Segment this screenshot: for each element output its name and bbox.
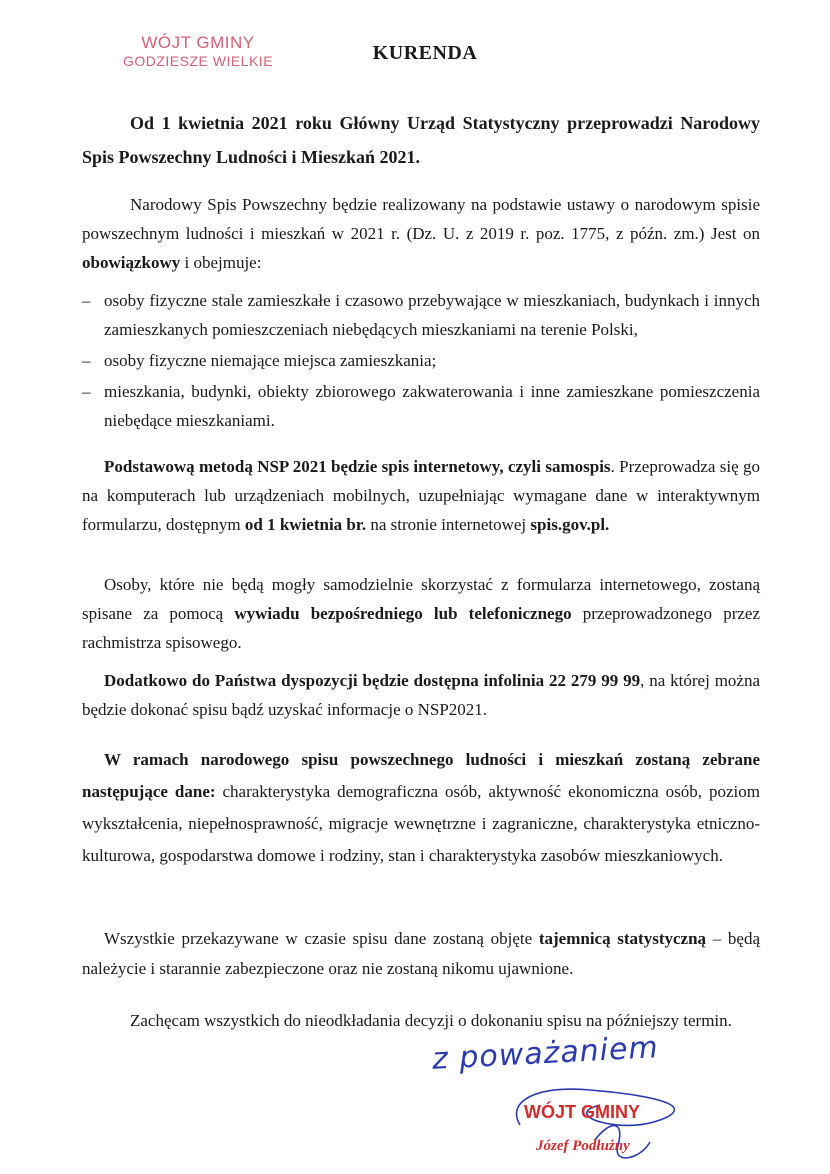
- paragraph-interview: [82, 570, 760, 657]
- document-title: KURENDA: [372, 42, 478, 64]
- signature-stamp: [500, 1080, 720, 1170]
- p3-bold: wywiadu bezpośredniego lub telefonicznego: [234, 604, 572, 623]
- p2-text-2: na stronie internetowej: [366, 515, 531, 534]
- paragraph-confidentiality: [82, 924, 760, 984]
- p2-bold-3: spis.gov.pl.: [530, 515, 610, 534]
- signature-scribble-icon: [500, 1080, 720, 1170]
- p1-bold: obowiązkowy: [82, 253, 181, 272]
- p2-text-1: . Przeprowadza się go na komputerach lub urządzeniach mobilnych, uzupełniając wymagane dane w interaktywnym formularzu, dostępnym: [82, 457, 761, 534]
- list-item-text: mieszkania, budynki, obiekty zbiorowego zakwaterowania i inne zamieszkane pomieszczenia niebędące mieszkaniami.: [104, 382, 760, 430]
- paragraph-closing: Zachęcam wszystkich do nieodkładania decyzji o dokonaniu spisu na późniejszy termin.: [130, 1011, 732, 1030]
- p2-bold-1: Podstawową metodą NSP 2021 będzie spis internetowy, czyli samospis: [104, 457, 611, 476]
- paragraph-hotline: [82, 666, 760, 724]
- p2-bold-2: od 1 kwietnia br.: [244, 515, 367, 534]
- paragraph-data-scope: [82, 744, 760, 872]
- lead-paragraph: Od 1 kwietnia 2021 roku Główny Urząd Statystyczny przeprowadzi Narodowy Spis Powszechny Ludności i Mieszkań 2021.: [82, 113, 760, 167]
- stamp-title: WÓJT GMINY: [524, 1102, 640, 1122]
- list-dash: –: [82, 351, 91, 370]
- stamp-name: Józef Podłużny: [536, 1138, 630, 1154]
- list-item: [82, 377, 760, 435]
- p1-after: i obejmuje:: [180, 253, 262, 272]
- paragraph-method: [82, 452, 760, 539]
- paragraph-legal-basis: [82, 190, 760, 277]
- list-dash: –: [82, 382, 91, 401]
- p5-text: charakterystyka demograficzna osób, aktywność ekonomiczna osób, poziom wykształcenia, niepełnosprawność, migracje wewnętrzne i zagraniczne, charakterystyka etniczno-kulturowa, gospodarstwa domowe i rodziny, stan i charakterystyka zasobów mieszkaniowych.: [82, 782, 760, 865]
- list-item: [82, 286, 760, 344]
- p5-bold: W ramach narodowego spisu powszechnego ludności i mieszkań zostaną zebrane następujące dane:: [82, 750, 760, 801]
- p6-bold: tajemnicą statystyczną: [538, 929, 707, 948]
- p6-text-1: Wszystkie przekazywane w czasie spisu dane zostaną objęte: [104, 929, 539, 948]
- p6-text-2: – będą należycie i starannie zabezpieczone oraz nie zostaną nikomu ujawnione.: [82, 929, 761, 978]
- p4-bold: Dodatkowo do Państwa dyspozycji będzie dostępna infolinia 22 279 99 99: [104, 671, 641, 690]
- p4-text: , na której można będzie dokonać spisu bądź uzyskać informacje o NSP2021.: [82, 671, 761, 719]
- p3-text-1: Osoby, które nie będą mogły samodzielnie skorzystać z formularza internetowego, zostaną spisane za pomocą: [82, 575, 760, 623]
- handwritten-regards: z poważaniem: [431, 1030, 660, 1077]
- list-item: [82, 346, 760, 375]
- stamp-line-2: GODZIESZE WIELKIE: [122, 53, 274, 69]
- list-item-text: osoby fizyczne stale zamieszkałe i czasowo przebywające w mieszkaniach, budynkach i innych zamieszkanych pomieszczeniach niebędących mieszkaniami na terenie Polski,: [104, 291, 760, 339]
- list-item-text: osoby fizyczne niemające miejsca zamieszkania;: [104, 351, 437, 370]
- list-dash: –: [82, 291, 91, 310]
- scope-list: [82, 286, 760, 437]
- p1-text: Narodowy Spis Powszechny będzie realizowany na podstawie ustawy o narodowym spisie powszechnym ludności i mieszkań w 2021 r. (Dz. U. z 2019 r. poz. 1775, z późn. zm.) Jest on: [82, 195, 760, 243]
- stamp-line-1: WÓJT GMINY: [141, 33, 255, 52]
- p3-text-2: przeprowadzonego przez rachmistrza spisowego.: [82, 604, 760, 652]
